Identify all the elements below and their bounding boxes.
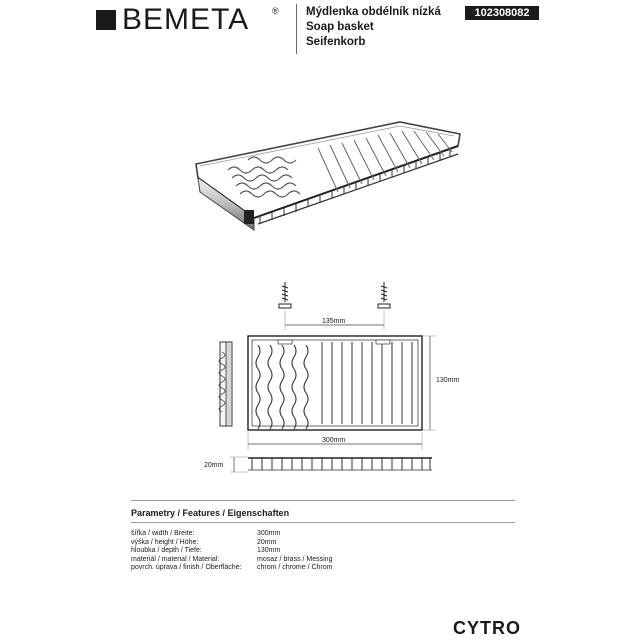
param-label-height: výška / height / Höhe:	[131, 538, 199, 546]
brand-logo	[94, 4, 284, 38]
logo-square-icon	[96, 10, 116, 30]
product-perspective-illustration	[188, 114, 468, 234]
dim-depth: 130mm	[436, 377, 460, 384]
product-code: 102308082	[465, 6, 539, 20]
technical-drawing	[200, 280, 470, 480]
param-value-material: mosaz / brass / Messing	[257, 555, 333, 563]
params-title-divider	[131, 522, 515, 523]
dim-height: 20mm	[204, 462, 224, 469]
param-label-width: šířka / width / Breite:	[131, 530, 195, 537]
header-divider	[296, 4, 297, 54]
title-english: Soap basket	[306, 21, 374, 33]
product-titles	[306, 5, 441, 50]
side-elevation-drawing	[200, 454, 450, 480]
brand-name: BEMETA	[122, 3, 250, 36]
title-german: Seifenkorb	[306, 36, 366, 48]
screw-left-icon	[279, 282, 291, 308]
params-top-divider	[131, 500, 515, 501]
param-value-height: 20mm	[257, 538, 277, 546]
model-name: CYTRO	[453, 618, 521, 638]
title-czech: Mýdlenka obdélník nízká	[306, 6, 441, 18]
params-title: Parametry / Features / Eigenschaften	[131, 508, 290, 518]
param-value-depth: 130mm	[257, 547, 281, 554]
registered-mark: ®	[272, 6, 279, 16]
dim-mount-spacing: 135mm	[322, 318, 346, 325]
param-label-material: materiál / material / Material:	[131, 555, 220, 563]
param-value-finish: chrom / chrome / Chrom	[257, 564, 333, 571]
dim-width: 300mm	[322, 437, 346, 444]
param-value-width: 300mm	[257, 530, 281, 537]
param-label-depth: hloubka / depth / Tiefe:	[131, 547, 202, 554]
screw-right-icon	[378, 282, 390, 308]
param-label-finish: povrch. úprava / finish / Oberfläche:	[131, 564, 242, 571]
